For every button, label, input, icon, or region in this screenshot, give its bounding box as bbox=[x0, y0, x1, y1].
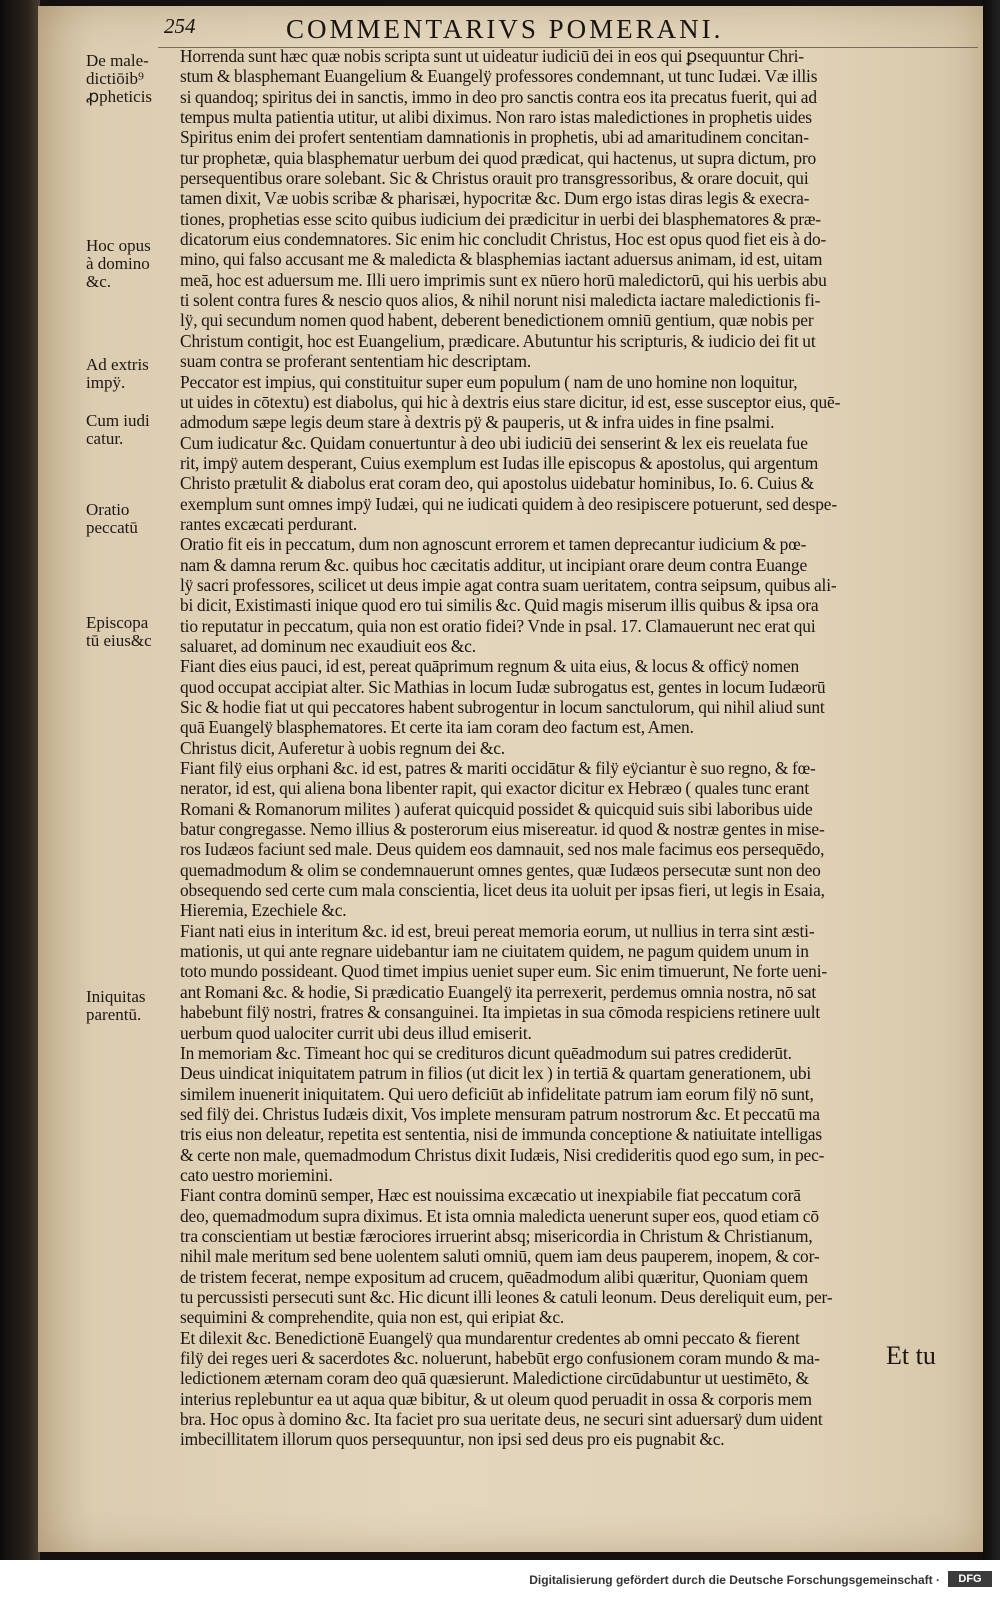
text-line: tiones, prophetias esse scito quibus iudicium dei prædicitur in uerbi dei blasphematores & præ- bbox=[180, 208, 821, 229]
text-line: Fiant dies eius pauci, id est, pereat quāprimum regnum & uita eius, & locus & officÿ nomen bbox=[180, 656, 800, 677]
text-line: tu percussisti persecuti sunt &c. Hic dicunt illi leones & catuli leonum. Deus dereliquit eum, per- bbox=[180, 1286, 833, 1307]
text-line: de tristem fecerat, nempe expositum ad crucem, quēadmodum alibi quæritur, Quoniam quem bbox=[180, 1266, 809, 1287]
scan-right-edge bbox=[983, 0, 1000, 1560]
margin-gloss-iniquitas-parentum: Iniquitas parentū. bbox=[86, 987, 146, 1024]
text-line: nerator, id est, qui aliena bona libenter rapit, qui exactor dicitur ex Hebræo ( quales tunc erant bbox=[180, 778, 809, 799]
text-line: Romani & Romanorum milites ) auferat quicquid possidet & quicquid suis sibi laboribus uide bbox=[180, 798, 813, 819]
funding-credit: Digitalisierung gefördert durch die Deutsche Forschungsgemeinschaft · bbox=[529, 1573, 940, 1587]
text-line: Deus uindicat iniquitatem patrum in filios (ut dicit lex ) in tertiā & quartam generationem, ubi bbox=[180, 1063, 812, 1084]
text-line: tempus multa patientia utitur, ut alibi diximus. Non raro istas maledictiones in prophetis uides bbox=[180, 107, 812, 128]
text-line: Oratio fit eis in peccatum, dum non agnoscunt errorem et tamen deprecantur iudicium & pœ- bbox=[180, 534, 807, 555]
text-line: saluaret, ad dominum nec exaudiuit eos &c. bbox=[180, 635, 476, 656]
text-line: deo, quemadmodum supra diximus. Et ista omnia maledicta uenerunt super eos, quod etiam cō bbox=[180, 1205, 819, 1226]
text-line: Fiant filÿ eius orphani &c. id est, patres & mariti occidātur & filÿ eÿciantur è suo regno, & fœ- bbox=[180, 758, 816, 779]
text-line: dicatorum eius condemnatores. Sic enim hic concludit Christus, Hoc est opus quod fiet eis à do- bbox=[180, 229, 827, 250]
text-line: quod occupat accipiat alter. Sic Mathias in locum Iudæ subrogatus est, gentes in locum Iudæorū bbox=[180, 676, 826, 697]
text-line: exemplum sunt omnes impÿ Iudæi, qui ne iudicati quidem à deo resipiscere potuerunt, sed despe- bbox=[180, 493, 837, 514]
text-line: uerbum quod ualociter currit ubi deus illud emiserit. bbox=[180, 1022, 532, 1043]
text-line: mationis, ut qui ante regnare uidebantur iam ne ciuitatem quidem, ne pagum quidem unum in bbox=[180, 941, 809, 962]
text-line: batur congregasse. Nemo illius & posterorum eius misereatur. id quod & nostræ gentes in mise- bbox=[180, 819, 825, 840]
text-line: ledictionem æternam coram deo quā quæsierunt. Maledictione circūdabuntur ut uestimēto, & bbox=[180, 1368, 809, 1389]
text-line: Cum iudicatur &c. Quidam conuertuntur à deo ubi iudiciū dei senserint & lex eis reuelata fue bbox=[180, 432, 808, 453]
text-line: rantes excæcati perdurant. bbox=[180, 513, 358, 534]
margin-gloss-hoc-opus: Hoc opus à domino &c. bbox=[86, 236, 151, 291]
text-line: lÿ, qui secundum nomen quod habent, deberent benedictionem omniū gentium, quæ nobis per bbox=[180, 310, 814, 331]
text-line: interius replebuntur ea ut aqua quæ bibitur, & ut oleum quod peruadit in ossa & corporis mem bbox=[180, 1388, 812, 1409]
text-line: tamen dixit, Væ uobis scribæ & pharisæi, hypocritæ &c. Dum ergo istas diras legis & execra- bbox=[180, 188, 810, 209]
digitization-footer bbox=[0, 1560, 1000, 1597]
text-line: cato uestro moriemini. bbox=[180, 1164, 333, 1185]
text-line: ant Romani &c. & hodie, Si prædicatio Euangelÿ ita perrexerit, perdemus omnia nostra, nō sat bbox=[180, 981, 817, 1002]
text-line: tra conscientiam ut bestiæ færociores irruerint absq; misericordia in Christum & Christianum, bbox=[180, 1225, 813, 1246]
text-line: Horrenda sunt hæc quæ nobis scripta sunt ut uideatur iudiciū dei in eos qui ꝑsequuntur Chri- bbox=[180, 46, 804, 66]
running-title: COMMENTARIVS POMERANI. bbox=[286, 14, 724, 44]
text-line: Fiant contra dominū semper, Hæc est nouissima excæcatio ut inexpiabile fiat peccatum corā bbox=[180, 1185, 801, 1206]
text-line: bra. Hoc opus à domino &c. Ita faciet pro sua ueritate deus, ne securi sint aduersarÿ dum uident bbox=[180, 1409, 823, 1430]
text-line: mino, qui falso accusant me & maledicta & blasphemias iactant aduersus animam, id est, uitam bbox=[180, 249, 823, 270]
text-line: ti solent contra fures & nescio quos alios, & nihil norunt nisi maledicta iactare maledictionis fi- bbox=[180, 290, 821, 311]
text-line: persequentibus orare solebant. Sic & Christus orauit pro transgressoribus, & orare docuit, qui bbox=[180, 168, 809, 189]
catchword: Et tu bbox=[886, 1341, 936, 1370]
text-line: Hieremia, Ezechiele &c. bbox=[180, 900, 347, 921]
text-line: tio reputatur in peccatum, quia non est oratio fidei? Vnde in psal. 17. Clamauerunt nec erat qui bbox=[180, 615, 816, 636]
dfg-logo: DFG bbox=[948, 1571, 992, 1587]
text-line: admodum sæpe legis deum stare à dextris pÿ & pauperis, ut & infra uides in fine psalmi. bbox=[180, 412, 775, 433]
text-line: Et dilexit &c. Benedictionē Euangelÿ qua mundarentur credentes ab omni peccato & fierent bbox=[180, 1327, 800, 1348]
text-line: In memoriam &c. Timeant hoc qui se credituros dicunt quēadmodum sui patres crediderūt. bbox=[180, 1042, 792, 1063]
text-line: Fiant nati eius in interitum &c. id est, breui pereat memoria eorum, ut nullius in terra sint æsti- bbox=[180, 920, 815, 941]
text-line: quā Euangelÿ blasphematores. Et certe ita iam coram deo factum est, Amen. bbox=[180, 717, 694, 738]
text-line: sequimini & comprehendite, quia non est, qui eripiat &c. bbox=[180, 1307, 565, 1328]
margin-gloss-oratio-peccatum: Oratio peccatū bbox=[86, 500, 138, 537]
text-line: sed filÿ dei. Christus Iudæis dixit, Vos implete mensuram patrum nostrorum &c. Et peccatū ma bbox=[180, 1103, 820, 1124]
text-line: Sic & hodie fiat ut qui peccatores habent subrogentur in locum sanctulorum, qui nihil aliud sunt bbox=[180, 697, 825, 717]
book-page bbox=[38, 6, 983, 1552]
text-line: Christus dicit, Auferetur à uobis regnum dei &c. bbox=[180, 737, 505, 758]
text-line: filÿ dei reges ueri & sacerdotes &c. noluerunt, habebūt ergo confusionem coram mundo & ma- bbox=[180, 1348, 820, 1368]
text-line: si quandoq; spiritus dei in sanctis, immo in deo pro sanctis contra eos ita precatus fuerit, qui ad bbox=[180, 86, 817, 107]
text-line: suam contra se proferant sententiam hic descriptam. bbox=[180, 351, 532, 372]
text-line: bi dicit, Existimasti inique quod ero tui similis &c. Quid magis miserum illis quibus & ipsa ora bbox=[180, 595, 819, 616]
text-line: toto mundo possideant. Quod timet impius ueniet super eum. Sic enim timuerunt, Ne forte ueni- bbox=[180, 961, 828, 982]
text-line: habebunt filÿ nostri, fratres & consanguinei. Ita impietas in sua cōmoda respiciens retinere uult bbox=[180, 1002, 821, 1023]
margin-gloss-prophetic-curses: De male- dictiōib⁹ ꝓpheticis bbox=[86, 51, 153, 106]
text-line: Spiritus enim dei profert sententiam damnationis in prophetis, ubi ad amaritudinem concitan- bbox=[180, 127, 809, 148]
text-line: Peccator est impius, qui constituitur super eum populum ( nam de uno homine non loquitur, bbox=[180, 371, 798, 392]
text-line: stum & blasphemant Euangelium & Euangelÿ professores condemnant, ut tunc Iudæi. Væ illis bbox=[180, 66, 818, 87]
text-line: imbecillitatem illorum quos persequuntur, non ipsi sed deus pro eis pugnabit &c. bbox=[180, 1429, 725, 1450]
text-line: rit, impÿ autem desperant, Cuius exemplum est Iudas ille episcopus & apostolus, qui argentum bbox=[180, 452, 819, 473]
text-line: tur prophetæ, quia blasphematur uerbum dei quod prædicat, qui hactenus, ut supra dictum, pro bbox=[180, 147, 817, 168]
text-line: nam & damna rerum &c. quibus hoc cæcitatis additur, ut incipiant orare deum contra Euange bbox=[180, 554, 808, 575]
text-line: ros Iudæos faciunt sed male. Deus quidem eos damnauit, sed nos male facimus eos persequēdo, bbox=[180, 839, 825, 860]
text-line: Christo prætulit & diabolus erat coram deo, qui apostolus uidebatur hominibus, Io. 6. Cuius & bbox=[180, 473, 815, 494]
text-line: quemadmodum & olim se condemnauerunt omnes gentes, quæ Iudæos persecutæ sunt non deo bbox=[180, 859, 821, 880]
text-line: similem inuenerit iniquitatem. Qui uero deficiūt ab infidelitate patrum iam eorum filÿ nō sunt, bbox=[180, 1083, 814, 1104]
text-line: & certe non male, quemadmodum Christus dixit Iudæis, Nisi credideritis quod ego sum, in pec- bbox=[180, 1144, 825, 1165]
margin-gloss-a-dextris: Ad extris impÿ. bbox=[86, 355, 149, 392]
text-line: obsequendo sed certe cum mala conscientia, licet deus ita uoluit per ipsas fieri, ut legis in Esaia, bbox=[180, 880, 825, 901]
scan-binding-edge bbox=[0, 0, 40, 1560]
running-head bbox=[38, 14, 983, 50]
text-line: ut uides in cōtextu) est diabolus, qui hic à dextris eius stare dicitur, id est, esse susceptor eius, quē- bbox=[180, 391, 841, 412]
text-line: nihil male meritum sed bene uolentem saluti omniū, quem iam deus pauperem, inopem, & cor- bbox=[180, 1246, 820, 1267]
margin-gloss-cum-iudicatur: Cum iudi catur. bbox=[86, 411, 150, 448]
text-line: lÿ sacri professores, scilicet ut deus impie agat contra suam ueritatem, contra seipsum, quibus ali- bbox=[180, 574, 837, 595]
text-line: meā, hoc est aduersum me. Illi uero imprimis sunt ex nūero horū maledictorū, qui his uerbis abu bbox=[180, 269, 827, 290]
commentary-text bbox=[180, 46, 978, 1450]
text-line: tris eius non deleatur, repetita est sententia, nisi de immunda conceptione & natiuitate intelligas bbox=[180, 1124, 822, 1145]
margin-gloss-episcopatum: Episcopa tū eius&c bbox=[86, 613, 152, 650]
text-line: Christum contigit, hoc est Euangelium, prædicare. Abutuntur his scripturis, & iudicio dei fit ut bbox=[180, 330, 816, 351]
folio-number: 254 bbox=[164, 14, 196, 38]
